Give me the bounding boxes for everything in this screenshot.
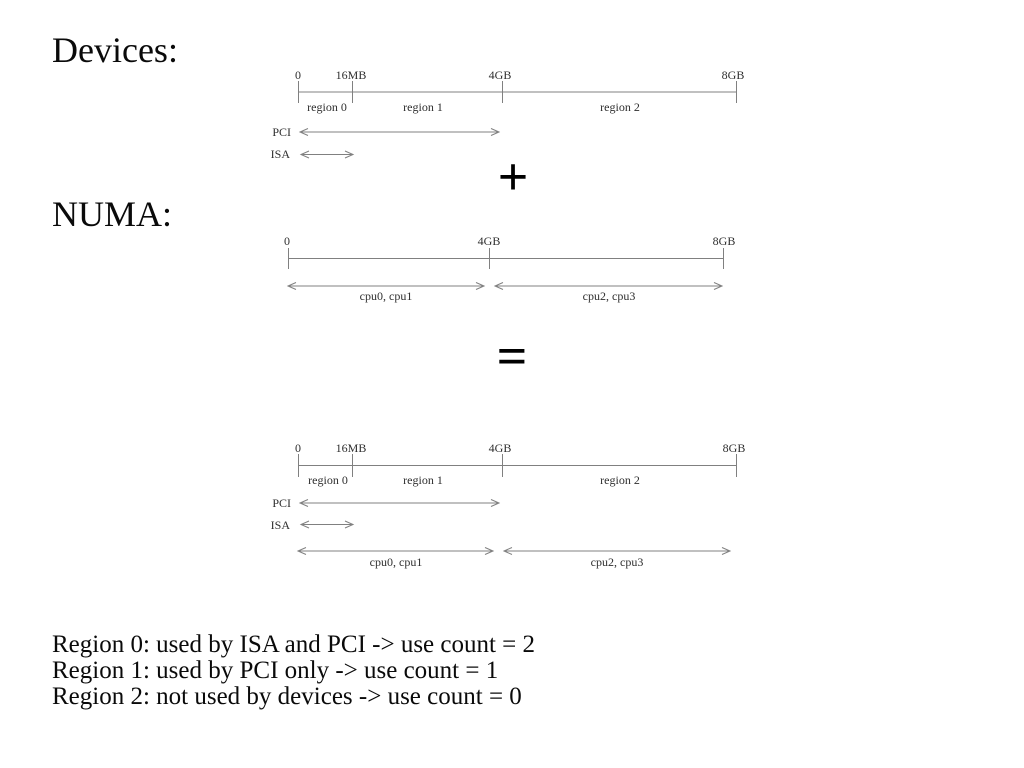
- equals-operator: =: [496, 326, 528, 386]
- devices-tick-label-16mb: 16MB: [335, 68, 367, 82]
- combined-diagram: [271, 441, 746, 569]
- combined-tick-label-4gb: 4GB: [488, 441, 512, 455]
- devices-tick-label-0: 0: [295, 68, 301, 82]
- numa-cpu01-label: cpu0, cpu1: [359, 289, 413, 303]
- isa-range-arrow: [301, 151, 353, 158]
- combined-isa-range-arrow: [301, 521, 353, 528]
- devices-region2-label: region 2: [600, 100, 640, 114]
- combined-region2-label: region 2: [600, 473, 640, 487]
- combined-cpu23-label: cpu2, cpu3: [590, 555, 644, 569]
- note-region0: Region 0: used by ISA and PCI -> use count = 2: [52, 631, 536, 658]
- combined-pci-label: PCI: [272, 496, 291, 510]
- devices-region1-label: region 1: [403, 100, 443, 114]
- pci-range-arrow: [300, 129, 499, 136]
- combined-cpu01-range-arrow: [298, 548, 493, 555]
- numa-heading: NUMA:: [52, 194, 173, 234]
- numa-tick-label-8gb: 8GB: [712, 234, 736, 248]
- devices-heading: Devices:: [52, 30, 178, 70]
- devices-tick-label-8gb: 8GB: [721, 68, 745, 82]
- numa-cpu23-label: cpu2, cpu3: [582, 289, 636, 303]
- plus-operator: +: [497, 147, 529, 207]
- combined-isa-label: ISA: [270, 518, 290, 532]
- combined-pci-range-arrow: [300, 500, 499, 507]
- combined-tick-label-8gb: 8GB: [722, 441, 746, 455]
- numa-tick-label-4gb: 4GB: [477, 234, 501, 248]
- combined-region1-label: region 1: [403, 473, 443, 487]
- combined-cpu23-range-arrow: [504, 548, 730, 555]
- use-count-notes: [52, 632, 535, 710]
- devices-tick-label-4gb: 4GB: [488, 68, 512, 82]
- devices-region0-label: region 0: [307, 100, 347, 114]
- numa-tick-label-0: 0: [284, 234, 290, 248]
- combined-tick-label-0: 0: [295, 441, 301, 455]
- note-region2: Region 2: not used by devices -> use count = 0: [52, 683, 522, 710]
- combined-cpu01-label: cpu0, cpu1: [369, 555, 423, 569]
- devices-isa-label: ISA: [270, 147, 290, 161]
- numa-diagram: [284, 234, 735, 303]
- note-region1: Region 1: used by PCI only -> use count = 1: [52, 657, 499, 684]
- devices-pci-label: PCI: [272, 125, 291, 139]
- combined-region0-label: region 0: [308, 473, 348, 487]
- combined-tick-label-16mb: 16MB: [335, 441, 367, 455]
